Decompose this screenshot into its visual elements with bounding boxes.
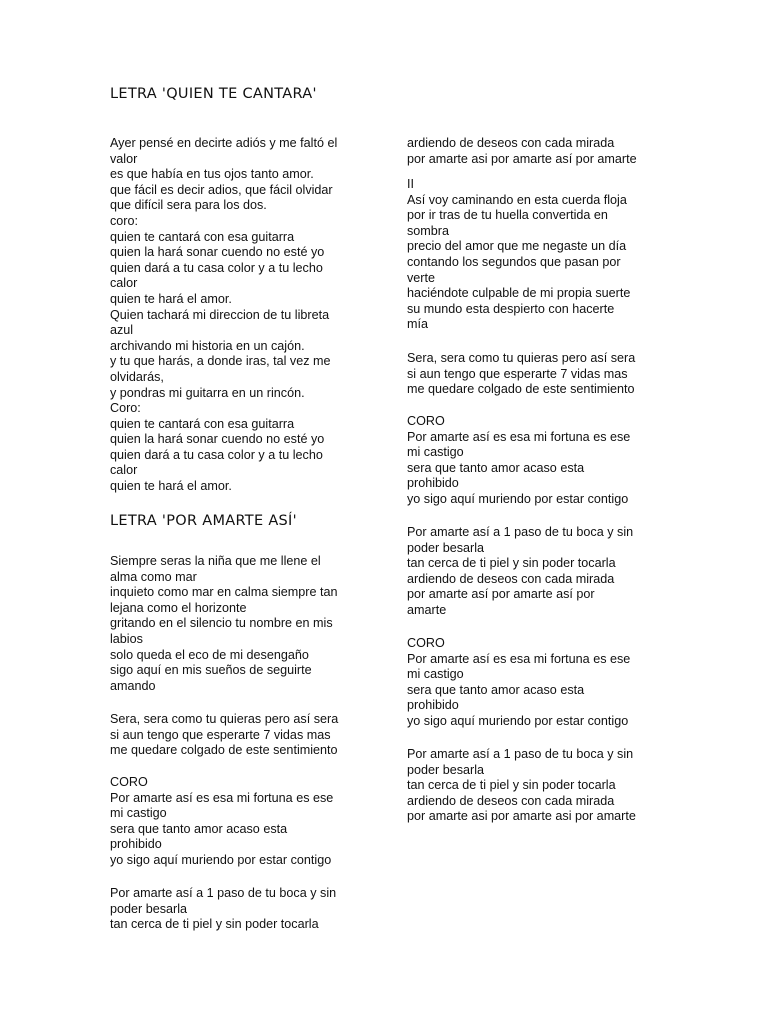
lyric-line: sera que tanto amor acaso esta bbox=[407, 682, 585, 697]
lyric-line: yo sigo aquí muriendo por estar contigo bbox=[110, 852, 332, 867]
lyric-line: valor bbox=[110, 151, 138, 166]
lyric-line: Por amarte así a 1 paso de tu boca y sin bbox=[110, 886, 337, 900]
lyric-line: contando los segundos que pasan por bbox=[407, 254, 621, 269]
lyric-line: quien te cantará con esa guitarra bbox=[110, 229, 295, 244]
lyric-line: su mundo esta despierto con hacerte bbox=[407, 301, 615, 316]
lyric-line: me quedare colgado de este sentimiento bbox=[110, 743, 338, 758]
lyric-line: por ir tras de tu huella convertida en bbox=[407, 208, 608, 223]
lyric-line: quien la hará sonar cuendo no esté yo bbox=[110, 432, 325, 447]
lyric-line: yo sigo aquí muriendo por estar contigo bbox=[407, 491, 629, 506]
lyric-line: olvidarás, bbox=[110, 369, 164, 384]
verse-continuation bbox=[407, 136, 637, 167]
verse-por-amarte-paso bbox=[110, 886, 336, 933]
lyric-line: lejana como el horizonte bbox=[110, 600, 247, 615]
lyric-line: Por amarte así a 1 paso de tu boca y sin bbox=[407, 525, 634, 539]
title-line: LETRA 'QUIEN TE bbox=[110, 86, 238, 102]
lyric-line: por amarte asi por amarte así por amarte bbox=[407, 151, 637, 166]
song-title-por-amarte-asi: LETRA 'POR AMARTE ASÍ' bbox=[110, 513, 297, 529]
lyric-line: por amarte asi por amarte asi por amarte bbox=[407, 809, 636, 824]
lyric-line: mi castigo bbox=[407, 667, 464, 682]
lyric-line: poder besarla bbox=[110, 901, 188, 916]
lyric-line: amarte bbox=[407, 602, 447, 617]
lyric-line: poder besarla bbox=[407, 540, 485, 555]
verse-sera-sera bbox=[110, 712, 338, 759]
title-line: CANTARA' bbox=[242, 86, 317, 102]
lyric-line: tan cerca de ti piel y sin poder tocarla bbox=[110, 917, 319, 932]
lyric-line: mía bbox=[407, 317, 428, 332]
lyric-line: coro: bbox=[110, 213, 138, 228]
lyric-line: por amarte así por amarte así por bbox=[407, 587, 595, 602]
lyric-line: CORO bbox=[110, 775, 148, 789]
lyric-line: Ayer pensé en decirte adiós y me faltó el bbox=[110, 136, 338, 150]
lyric-line: Por amarte así es esa mi fortuna es ese bbox=[407, 651, 631, 666]
lyric-line: II bbox=[407, 177, 414, 191]
lyric-line: gritando en el silencio tu nombre en mis bbox=[110, 616, 333, 631]
lyric-line: precio del amor que me negaste un día bbox=[407, 239, 627, 254]
part-two-verse bbox=[407, 177, 630, 333]
lyric-line: me quedare colgado de este sentimiento bbox=[407, 382, 635, 397]
lyric-line: calor bbox=[110, 276, 138, 291]
lyric-line: prohibido bbox=[110, 837, 162, 852]
lyric-line: poder besarla bbox=[407, 762, 485, 777]
lyric-line: Por amarte así a 1 paso de tu boca y sin bbox=[407, 747, 634, 761]
lyric-line: quien te hará el amor. bbox=[110, 291, 232, 306]
lyric-line: amando bbox=[110, 678, 156, 693]
lyric-line: Siempre seras la niña que me llene el bbox=[110, 554, 321, 568]
verse-por-amarte-paso-right-1 bbox=[407, 525, 633, 619]
lyric-line: prohibido bbox=[407, 476, 459, 491]
lyric-line: si aun tengo que esperarte 7 vidas mas bbox=[110, 727, 331, 742]
lyric-line: Así voy caminando en esta cuerda floja bbox=[407, 192, 627, 207]
lyric-line: sera que tanto amor acaso esta bbox=[110, 821, 288, 836]
lyric-line: Coro: bbox=[110, 401, 141, 416]
lyric-line: quien la hará sonar cuendo no esté yo bbox=[110, 245, 325, 260]
lyric-line: Quien tachará mi direccion de tu libreta bbox=[110, 307, 330, 322]
lyric-line: Por amarte así es esa mi fortuna es ese bbox=[110, 790, 334, 805]
lyric-line: que difícil sera para los dos. bbox=[110, 198, 267, 213]
lyric-line: sombra bbox=[407, 223, 449, 238]
verse-siempre-seras bbox=[110, 554, 338, 694]
lyric-line: si aun tengo que esperarte 7 vidas mas bbox=[407, 366, 628, 381]
chorus-block-right-2 bbox=[407, 636, 630, 730]
lyric-line: y tu que harás, a donde iras, tal vez me bbox=[110, 354, 331, 369]
lyric-line: Sera, sera como tu quieras pero así sera bbox=[407, 351, 636, 365]
lyric-line: yo sigo aquí muriendo por estar contigo bbox=[407, 713, 629, 728]
lyric-line: tan cerca de ti piel y sin poder tocarla bbox=[407, 556, 616, 571]
lyric-line: mi castigo bbox=[407, 445, 464, 460]
chorus-block bbox=[110, 775, 333, 869]
lyric-line: haciéndote culpable de mi propia suerte bbox=[407, 286, 631, 301]
lyric-line: sigo aquí en mis sueños de seguirte bbox=[110, 663, 312, 678]
lyric-line: CORO bbox=[407, 414, 445, 428]
lyric-line: y pondras mi guitarra en un rincón. bbox=[110, 385, 305, 400]
lyric-line: ardiendo de deseos con cada mirada bbox=[407, 136, 615, 150]
lyric-line: ardiendo de deseos con cada mirada bbox=[407, 793, 615, 808]
lyric-line: quien te cantará con esa guitarra bbox=[110, 416, 295, 431]
chorus-block-right-1 bbox=[407, 414, 630, 508]
lyric-line: prohibido bbox=[407, 698, 459, 713]
lyric-line: sera que tanto amor acaso esta bbox=[407, 460, 585, 475]
lyric-line: quien dará a tu casa color y a tu lecho bbox=[110, 260, 323, 275]
lyric-line: calor bbox=[110, 463, 138, 478]
lyric-line: CORO bbox=[407, 636, 445, 650]
verse-sera-sera-right bbox=[407, 351, 635, 398]
lyric-line: azul bbox=[110, 323, 134, 338]
lyric-line: alma como mar bbox=[110, 569, 197, 584]
lyric-line: solo queda el eco de mi desengaño bbox=[110, 647, 309, 662]
song-title-quien-te-cantara bbox=[110, 86, 317, 102]
verse-por-amarte-paso-right-2 bbox=[407, 747, 636, 825]
lyric-line: mi castigo bbox=[110, 806, 167, 821]
lyric-line: archivando mi historia en un cajón. bbox=[110, 338, 305, 353]
lyric-line: inquieto como mar en calma siempre tan bbox=[110, 585, 338, 600]
lyric-line: Sera, sera como tu quieras pero así sera bbox=[110, 712, 339, 726]
lyrics-quien-te-cantara bbox=[110, 136, 337, 495]
lyric-line: quien dará a tu casa color y a tu lecho bbox=[110, 447, 323, 462]
lyric-line: que fácil es decir adios, que fácil olvidar bbox=[110, 182, 333, 197]
lyric-line: es que había en tus ojos tanto amor. bbox=[110, 167, 314, 182]
lyric-line: quien te hará el amor. bbox=[110, 479, 232, 494]
lyric-line: Por amarte así es esa mi fortuna es ese bbox=[407, 429, 631, 444]
lyric-line: labios bbox=[110, 631, 143, 646]
lyric-line: ardiendo de deseos con cada mirada bbox=[407, 571, 615, 586]
lyric-line: verte bbox=[407, 270, 435, 285]
lyric-line: tan cerca de ti piel y sin poder tocarla bbox=[407, 778, 616, 793]
